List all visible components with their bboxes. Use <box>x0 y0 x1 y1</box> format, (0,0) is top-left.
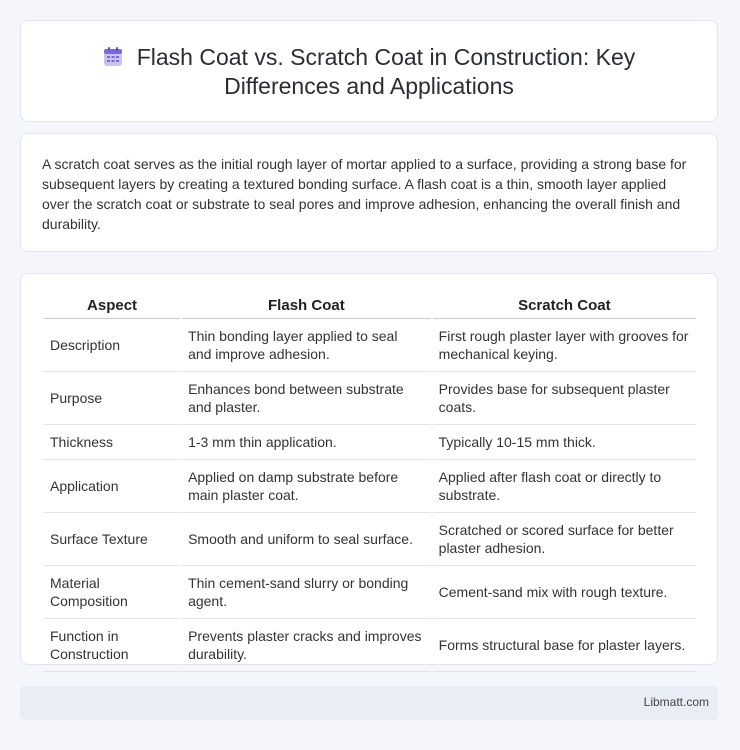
footer-bar <box>20 686 718 720</box>
flash-coat-cell: Thin cement-sand slurry or bonding agent. <box>182 566 431 619</box>
aspect-cell: Description <box>44 319 180 372</box>
column-header-aspect: Aspect <box>44 292 180 319</box>
table-row <box>44 319 696 372</box>
flash-coat-cell: Prevents plaster cracks and improves durability. <box>182 619 431 672</box>
intro-paragraph: A scratch coat serves as the initial rough layer of mortar applied to a surface, providing a strong base for subsequent layers by creating a textured bonding surface. A flash coat is a thin, smooth layer applied over the scratch coat or substrate to seal pores and improve adhesion, enhancing the overall finish and durability. <box>42 156 687 232</box>
flash-coat-cell: Smooth and uniform to seal surface. <box>182 513 431 566</box>
comparison-card <box>20 273 718 665</box>
column-header-scratch-coat: Scratch Coat <box>433 292 696 319</box>
flash-coat-cell: Applied on damp substrate before main plaster coat. <box>182 460 431 513</box>
scratch-coat-cell: Cement-sand mix with rough texture. <box>433 566 696 619</box>
page-title-text: Flash Coat vs. Scratch Coat in Construction: Key Differences and Applications <box>136 44 636 99</box>
column-header-flash-coat: Flash Coat <box>182 292 431 319</box>
table-row <box>44 425 696 460</box>
aspect-cell: Purpose <box>44 372 180 425</box>
intro-card <box>20 133 718 252</box>
title-card <box>20 20 718 122</box>
scratch-coat-cell: Forms structural base for plaster layers. <box>433 619 696 672</box>
flash-coat-cell: 1-3 mm thin application. <box>182 425 431 460</box>
table-row <box>44 566 696 619</box>
comparison-table <box>42 292 698 672</box>
aspect-cell: Thickness <box>44 425 180 460</box>
aspect-cell: Material Composition <box>44 566 180 619</box>
flash-coat-cell: Enhances bond between substrate and plaster. <box>182 372 431 425</box>
page-title <box>61 43 677 101</box>
table-row <box>44 372 696 425</box>
aspect-cell: Surface Texture <box>44 513 180 566</box>
scratch-coat-cell: Provides base for subsequent plaster coats. <box>433 372 696 425</box>
table-row <box>44 460 696 513</box>
table-row <box>44 619 696 672</box>
table-row <box>44 513 696 566</box>
aspect-cell: Application <box>44 460 180 513</box>
flash-coat-cell: Thin bonding layer applied to seal and improve adhesion. <box>182 319 431 372</box>
scratch-coat-cell: Applied after flash coat or directly to substrate. <box>433 460 696 513</box>
footer-brand-link[interactable]: Libmatt.com <box>643 695 709 709</box>
scratch-coat-cell: Scratched or scored surface for better plaster adhesion. <box>433 513 696 566</box>
calendar-grid-icon <box>103 47 123 67</box>
scratch-coat-cell: Typically 10-15 mm thick. <box>433 425 696 460</box>
table-header-row <box>44 292 696 319</box>
scratch-coat-cell: First rough plaster layer with grooves for mechanical keying. <box>433 319 696 372</box>
aspect-cell: Function in Construction <box>44 619 180 672</box>
